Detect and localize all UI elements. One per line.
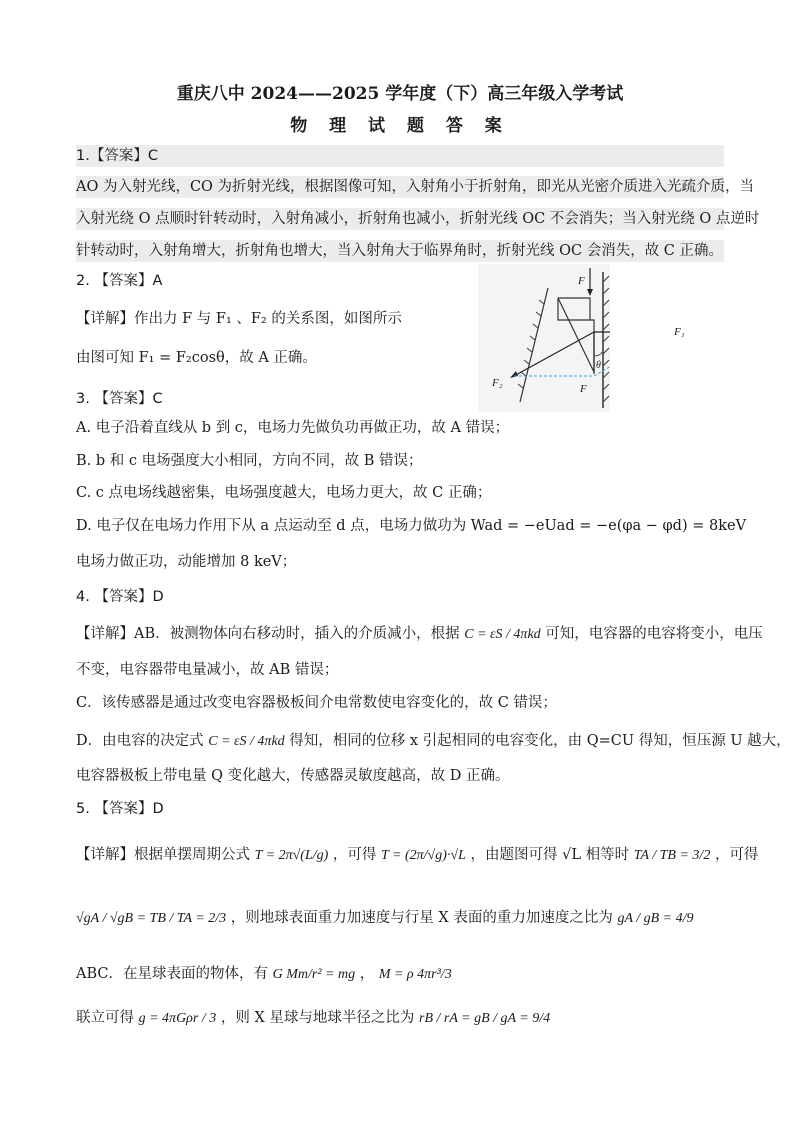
q5-l4-formula1: g = 4πGρr / 3 — [138, 1011, 217, 1026]
q4-d-text-a: D．由电容的决定式 — [76, 733, 204, 749]
q5-l1-a: 【详解】根据单摆周期公式 — [76, 847, 250, 863]
label-theta: θ — [596, 360, 601, 371]
label-F-top: F — [578, 275, 585, 287]
force-F2 — [514, 332, 594, 376]
theta-arc — [594, 352, 602, 356]
incline-hatch — [518, 300, 544, 388]
q5-line1 — [76, 842, 759, 869]
q5-l1-formula3: TA / TB = 3/2 — [633, 848, 711, 863]
q4-answer: 4. 【答案】D — [76, 589, 164, 605]
q5-line3: ABC．在星球表面的物体，有 G Mm/r² = mg ， M = ρ 4πr³/3 — [76, 966, 452, 982]
page-subtitle: 物 理 试 题 答 案 — [290, 116, 510, 136]
q3-answer: 3. 【答案】C — [76, 391, 163, 407]
q5-l4-b: ，则 X 星球与地球半径之比为 — [220, 1010, 415, 1026]
label-F2: F₂ — [492, 377, 503, 389]
q5-line4 — [76, 1005, 724, 1032]
q3-option-b: B. b 和 c 电场强度大小相同，方向不同，故 B 错误； — [76, 453, 423, 469]
q1-line2: 入射光绕 O 点顺时针转动时，入射角减小，折射角也减小，折射光线 OC 不会消失；当入射光绕 O 点逆时 — [76, 208, 724, 230]
q1-answer: 1.【答案】C — [76, 145, 724, 167]
q2-line1: 【详解】作出力 F 与 F₁ 、F₂ 的关系图，如图所示 — [76, 311, 402, 327]
q4-option-c: C．该传感器是通过改变电容器极板间介电常数使电容变化的，故 C 错误； — [76, 695, 557, 711]
incline-line — [520, 288, 548, 402]
q5-l4-formula2: rB / rA = gB / gA = 9/4 — [419, 1011, 551, 1026]
q2-line2: 由图可知 F₁ = F₂cosθ，故 A 正确。 — [76, 350, 317, 366]
label-F1: F₁ — [674, 326, 685, 338]
q5-line2 — [76, 905, 724, 932]
q4-ab-formula: C = εS / 4πkd — [464, 627, 541, 642]
q3-option-a: A. 电子沿着直线从 b 到 c，电场力先做负功再做正功，故 A 错误； — [76, 420, 510, 436]
q4-d-line2: 电容器极板上带电量 Q 变化越大，传感器灵敏度越高，故 D 正确。 — [76, 768, 510, 784]
q4-d-line — [76, 728, 791, 755]
q5-l3-a: ABC．在星球表面的物体，有 — [76, 966, 268, 982]
wall-hatch — [603, 276, 609, 402]
q4-ab-text-b: 可知，电容器的电容将变小，电压 — [545, 626, 763, 642]
q1-line1: AO 为入射光线，CO 为折射光线，根据图像可知，入射角小于折射角，即光从光密介质进入光疏介质，当 — [76, 176, 724, 198]
q3-option-d-cont: 电场力做正功，动能增加 8 keV； — [76, 554, 297, 570]
q5-l3-formula2: M = ρ 4πr³/3 — [378, 967, 452, 982]
q5-l3-formula1: G Mm/r² = mg — [272, 967, 356, 982]
q4-d-text-b: 得知，相同的位移 x 引起相同的电容变化，由 Q=CU 得知，恒压源 U 越大， — [289, 733, 791, 749]
q5-l2-a: ，则地球表面重力加速度与行星 X 表面的重力加速度之比为 — [230, 910, 613, 926]
q4-ab-line — [76, 621, 763, 648]
q5-l4-a: 联立可得 — [76, 1010, 134, 1026]
q5-l2-formula2: gA / gB = 4/9 — [617, 911, 694, 926]
q1-line3: 针转动时，入射角增大，折射角也增大，当入射角大于临界角时，折射光线 OC 会消失，故 C 正确。 — [76, 240, 724, 262]
q4-d-formula: C = εS / 4πkd — [208, 734, 285, 749]
q5-l1-c: ，由题图可得 √L 相等时 — [470, 847, 630, 863]
q4-ab-line2: 不变，电容器带电量减小，故 AB 错误； — [76, 662, 339, 678]
q5-l1-formula2: T = (2π/√g)·√L — [381, 848, 466, 863]
q5-l1-d: ，可得 — [714, 847, 759, 863]
page-title: 重庆八中 2024——2025 学年度（下）高三年级入学考试 — [176, 84, 624, 104]
q4-ab-text-a: 【详解】AB．被测物体向右移动时，插入的介质减小，根据 — [76, 626, 460, 642]
q3-option-d: D. 电子仅在电场力作用下从 a 点运动至 d 点，电场力做功为 Wad = −eUad = −e(φa − φd) = 8keV — [76, 518, 747, 534]
q2-answer: 2. 【答案】A — [76, 273, 163, 289]
q5-l1-b: ，可得 — [332, 847, 377, 863]
q5-l2-formula: √gA / √gB = TB / TA = 2/3 — [76, 911, 227, 926]
q5-answer: 5. 【答案】D — [76, 801, 164, 817]
label-F-bottom: F — [580, 383, 587, 395]
q5-l1-formula1: T = 2π√(L/g) — [254, 848, 329, 863]
q3-option-c: C. c 点电场线越密集，电场强度越大，电场力更大，故 C 正确； — [76, 485, 492, 501]
